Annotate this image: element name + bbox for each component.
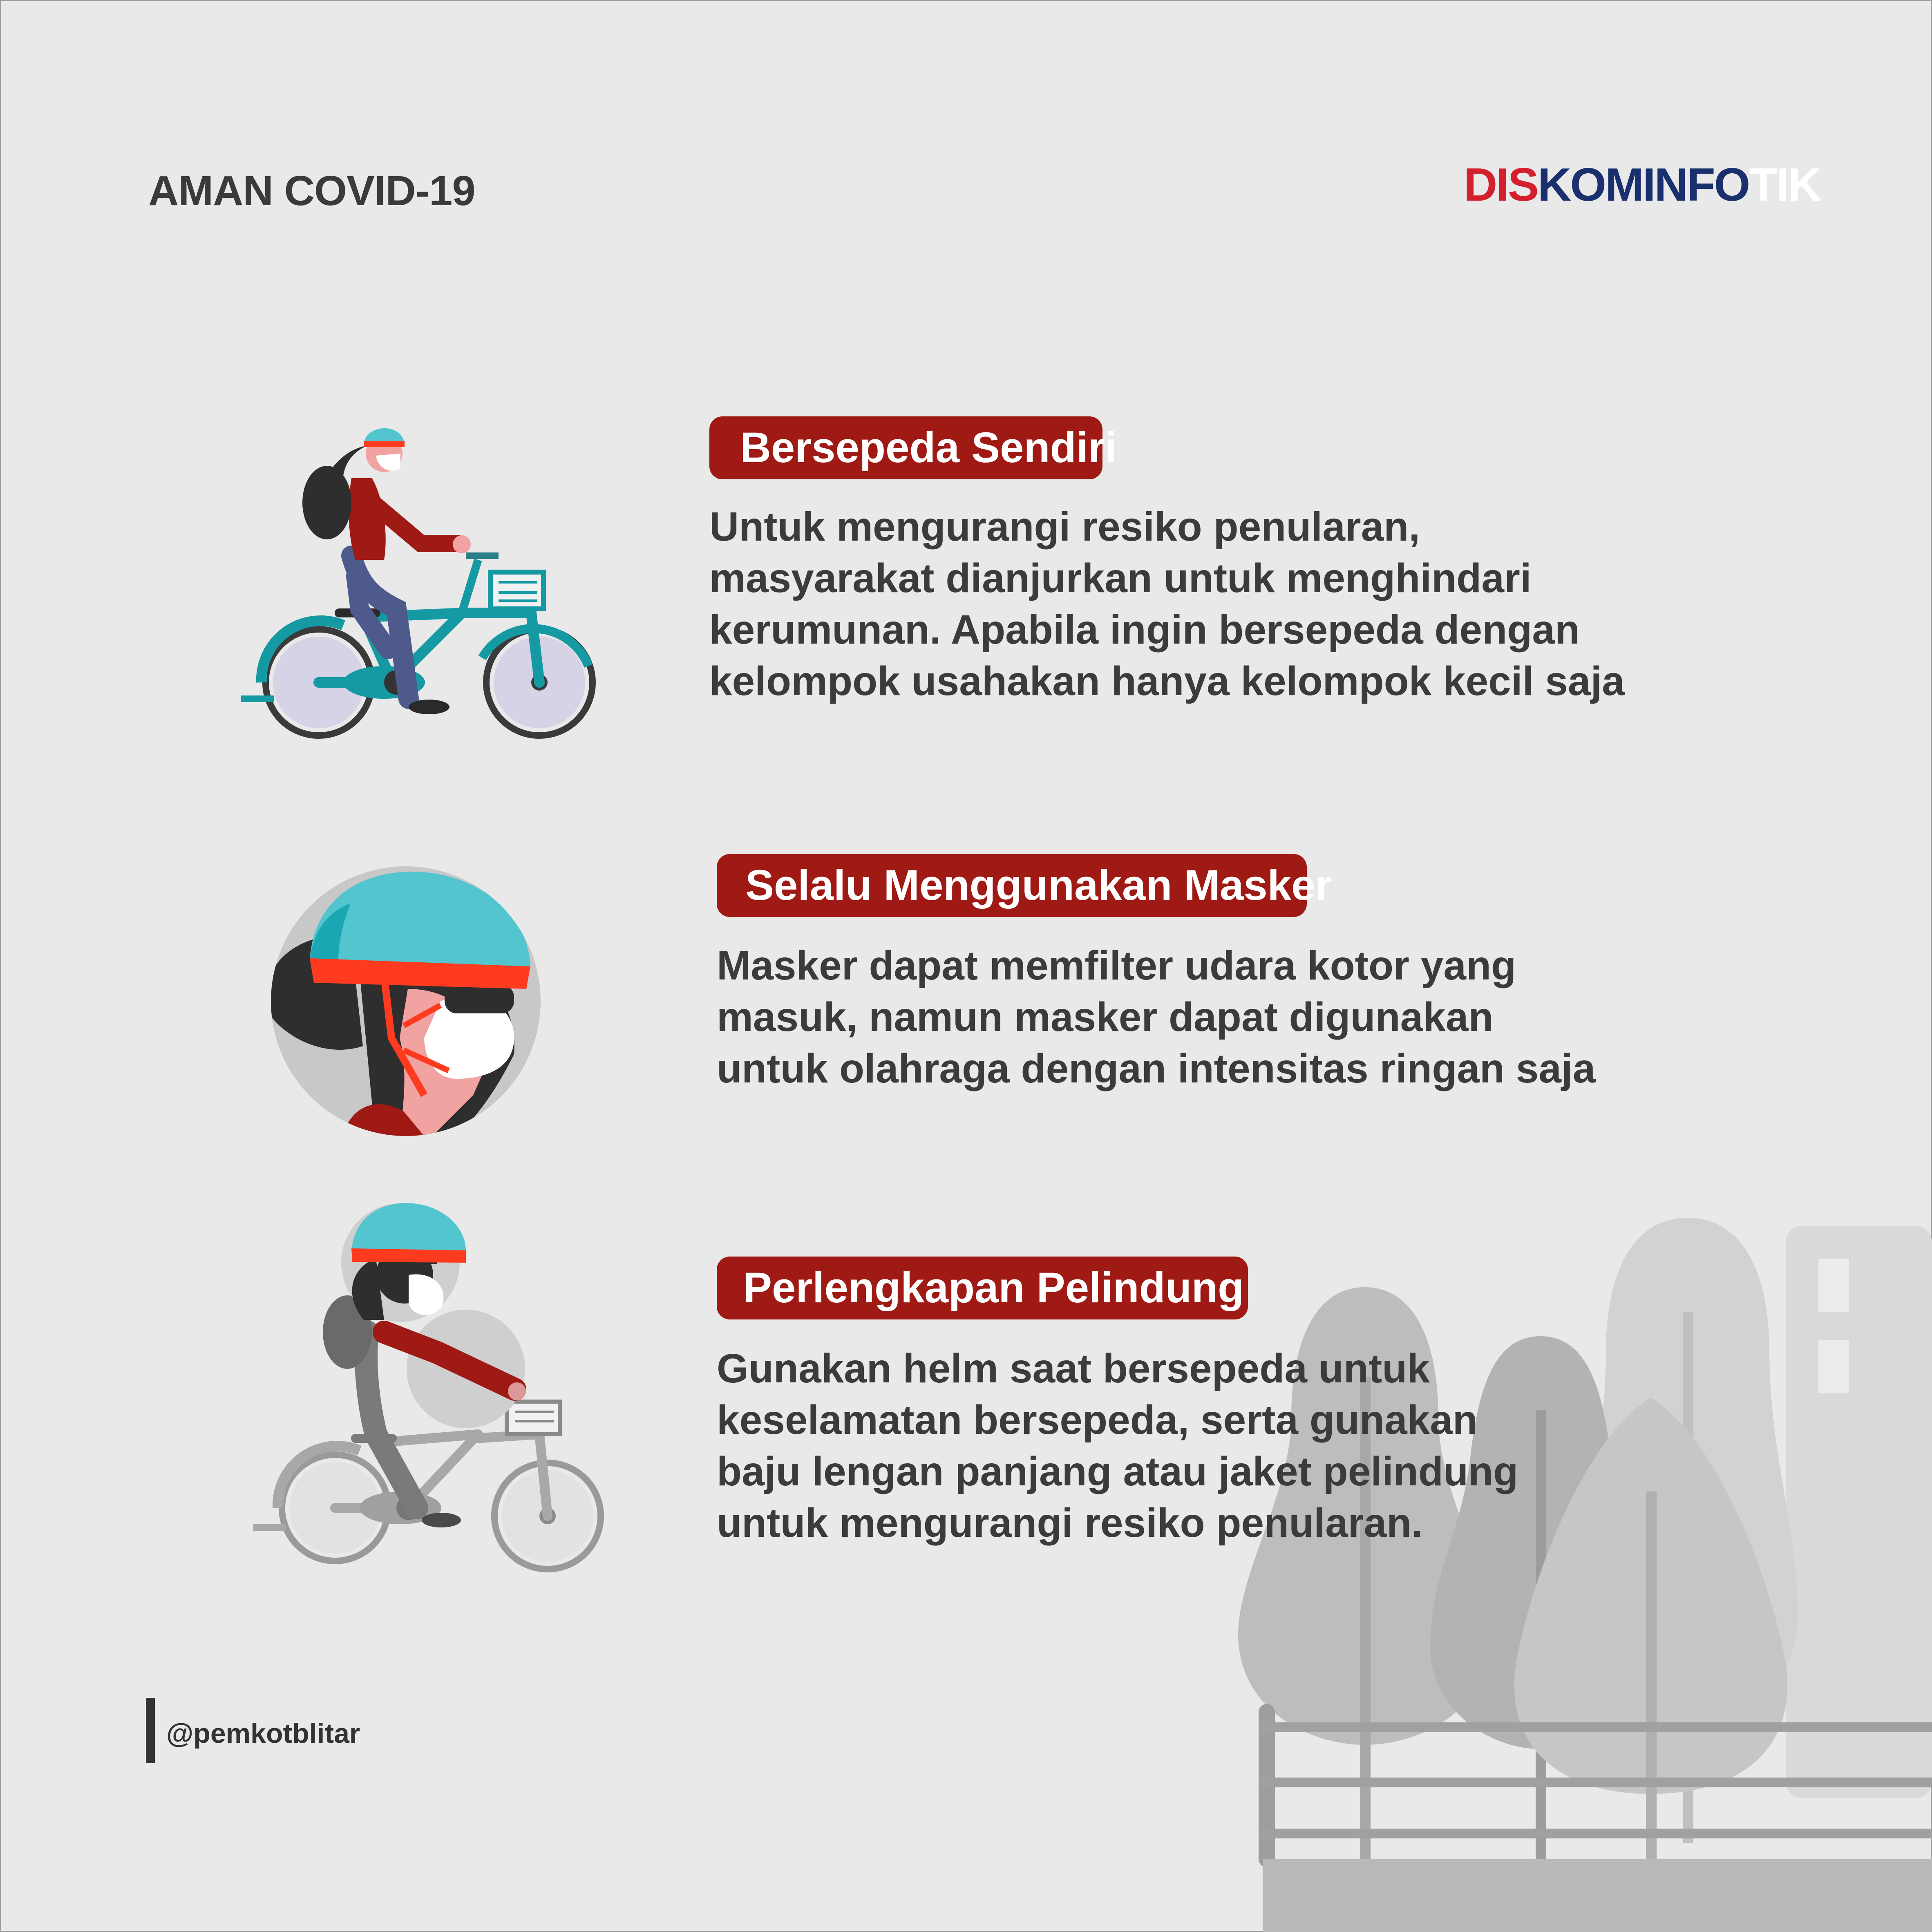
brand-part-tik: TIK [1749,159,1820,211]
section-2-line: Masker dapat memfilter udara kotor yang [717,943,1516,988]
section-3-line: keselamatan bersepeda, serta gunakan [717,1397,1478,1443]
section-3-line: baju lengan panjang atau jaket pelindung [717,1449,1518,1494]
section-2-text [717,940,1595,1094]
section-3-line: Gunakan helm saat bersepeda untuk [717,1346,1430,1391]
park-scenery-illustration [1226,1205,1932,1932]
helmet-mask-face-illustration [269,866,543,1136]
section-2-line: masuk, namun masker dapat digunakan [717,994,1494,1040]
social-handle: @pemkotblitar [166,1718,360,1749]
section-2-heading: Selalu Menggunakan Masker [717,854,1307,917]
section-1-line: Untuk mengurangi resiko penularan, [709,504,1420,550]
section-1-heading: Bersepeda Sendiri [709,416,1102,479]
brand-part-kominfo: KOMINFO [1538,159,1749,211]
section-3-line: untuk mengurangi resiko penularan. [717,1500,1423,1546]
section-1-line: kelompok usahakan hanya kelompok kecil saja [709,658,1625,704]
section-1-text [709,501,1625,707]
section-1-line: kerumunan. Apabila ingin bersepeda dengan [709,607,1580,653]
brand-part-dis: DIS [1464,159,1538,211]
section-3-heading: Perlengkapan Pelindung [717,1257,1248,1319]
footer-accent-bar [146,1698,155,1763]
woman-cycling-illustration [237,421,597,748]
brand-logo [1464,159,1820,211]
section-2-line: untuk olahraga dengan intensitas ringan saja [717,1046,1596,1091]
page-title: AMAN COVID-19 [148,167,475,214]
cyclist-protective-gear-illustration [245,1197,613,1577]
section-3-text [717,1343,1518,1549]
section-1-line: masyarakat dianjurkan untuk menghindari [709,555,1532,601]
